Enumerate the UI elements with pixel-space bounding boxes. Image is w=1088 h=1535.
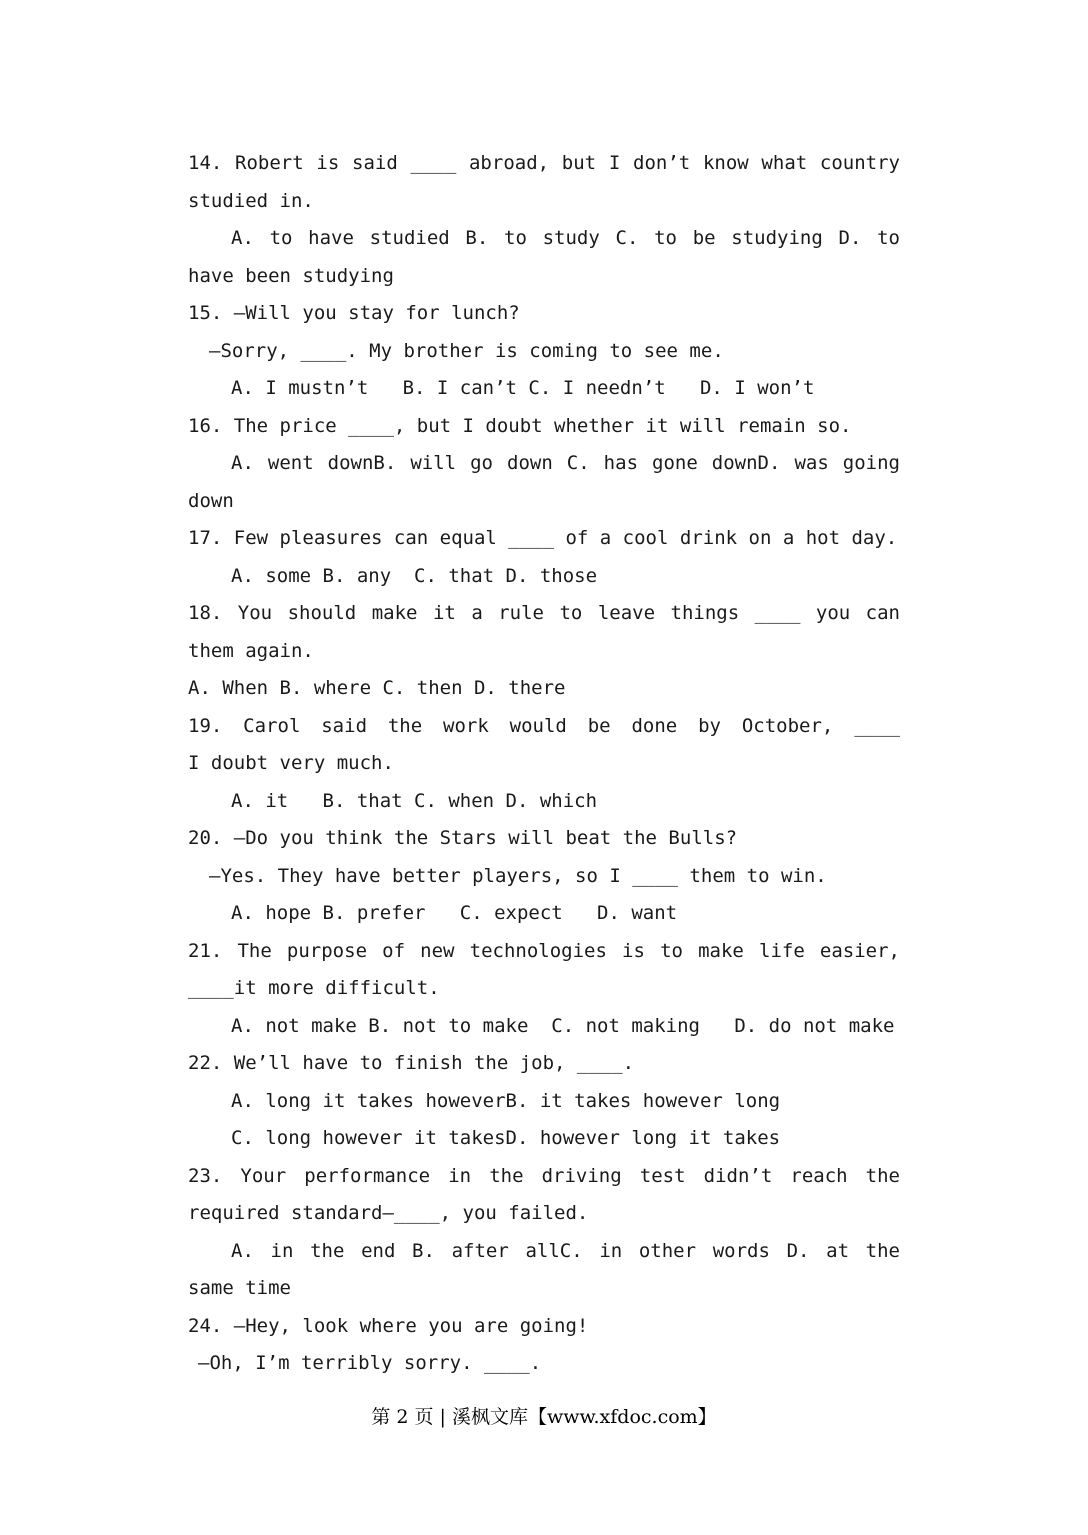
q16-options-line2: down <box>188 489 234 512</box>
q21-options: A. not make B. not to make C. not making D. do not make <box>231 1014 895 1037</box>
q20-options: A. hope B. prefer C. expect D. want <box>231 902 678 924</box>
page-footer: 第 2 页 | 溪枫文库【www.xfdoc.com】 <box>371 1406 717 1428</box>
q20-reply: —Yes. They have better players, so I ____ them to win. <box>209 864 827 887</box>
q19-options: A. it B. that C. when D. which <box>231 789 598 812</box>
q23-stem-line1: 23. Your performance in the driving test didn’t reach the <box>188 1164 900 1187</box>
q23-stem-line2: required standard—____, you failed. <box>188 1202 589 1224</box>
q16-stem: 16. The price ____, but I doubt whether it will remain so. <box>188 414 852 437</box>
q21-stem-line2: ____it more difficult. <box>188 977 440 999</box>
question-text <box>188 145 900 1383</box>
q15-stem: 15. —Will you stay for lunch? <box>188 302 520 324</box>
q21-stem-line1: 21. The purpose of new technologies is to make life easier, <box>188 939 900 962</box>
q14-stem-line1: 14. Robert is said ____ abroad, but I don’t know what country <box>188 152 900 174</box>
q18-options: A. When B. where C. then D. there <box>188 677 566 699</box>
q15-options: A. I mustn’t B. I can’t C. I needn’t D. I won’t <box>231 377 815 399</box>
q17-options: A. some B. any C. that D. those <box>231 564 598 587</box>
q22-options-line2: C. long however it takesD. however long it takes <box>231 1127 781 1149</box>
q16-options-line1: A. went downB. will go down C. has gone downD. was going <box>231 452 900 474</box>
q14-stem-line2: studied in. <box>188 189 314 212</box>
q24-reply: —Oh, I’m terribly sorry. ____. <box>198 1352 542 1374</box>
q24-stem: 24. —Hey, look where you are going! <box>188 1314 589 1337</box>
q19-stem-line1: 19. Carol said the work would be done by October, ____ <box>188 714 900 737</box>
q20-stem: 20. —Do you think the Stars will beat the Bulls? <box>188 827 738 849</box>
q18-stem-line2: them again. <box>188 639 314 662</box>
q18-stem-line1: 18. You should make it a rule to leave things ____ you can <box>188 602 900 624</box>
q17-stem: 17. Few pleasures can equal ____ of a cool drink on a hot day. <box>188 527 898 549</box>
q14-options-line2: have been studying <box>188 264 394 287</box>
q14-options-line1: A. to have studied B. to study C. to be studying D. to <box>231 227 900 249</box>
q19-stem-line2: I doubt very much. <box>188 752 394 774</box>
q22-stem: 22. We’ll have to finish the job, ____. <box>188 1052 635 1074</box>
q23-options-line2: same time <box>188 1277 291 1299</box>
q22-options-line1: A. long it takes howeverB. it takes however long <box>231 1089 781 1112</box>
q23-options-line1: A. in the end B. after allC. in other words D. at the <box>231 1239 900 1262</box>
q15-reply: —Sorry, ____. My brother is coming to see me. <box>209 339 724 362</box>
